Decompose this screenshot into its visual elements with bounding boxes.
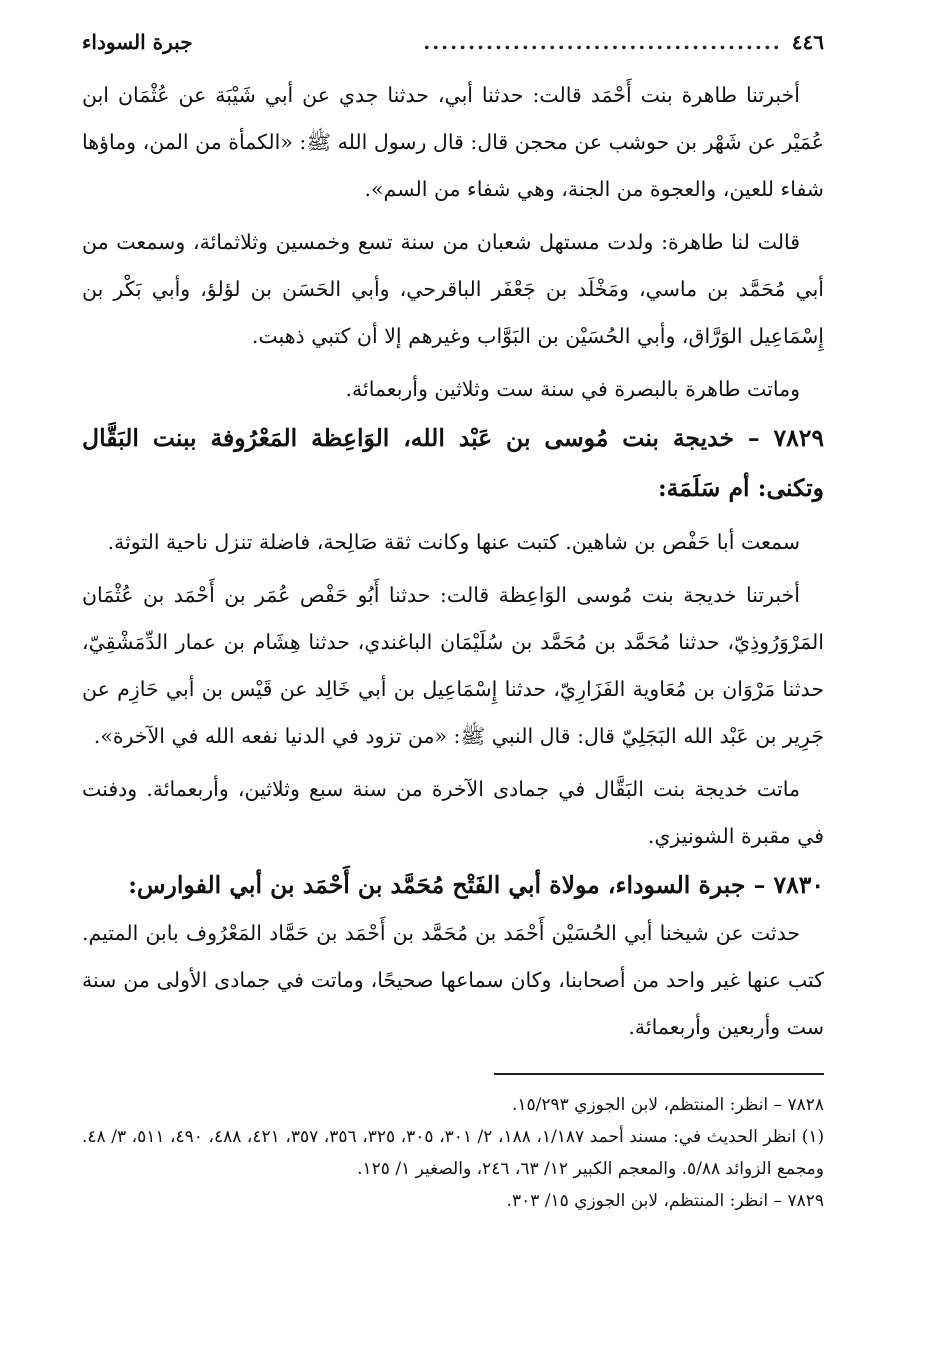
paragraph-khadija-bio: سمعت أبا حَفْص بن شاهين. كتبت عنها وكانت ثقة صَالِحة، فاضلة تنزل ناحية التوثة. bbox=[107, 530, 800, 554]
footnote-7828: ٧٨٢٨ – انظر: المنتظم، لابن الجوزي ١٥/٢٩٣. bbox=[511, 1095, 824, 1115]
header-leader-dots: ........................................ bbox=[423, 30, 782, 54]
page-number: ٤٤٦ bbox=[791, 30, 824, 54]
footnote-rule bbox=[494, 1073, 824, 1075]
header-title: جبرة السوداء bbox=[82, 30, 193, 54]
paragraph-khadija-hadith: أخبرتنا خديجة بنت مُوسى الوَاعِظة قالت: حدثنا أَبُو حَفْص عُمَر بن أَحْمَد بن عُثْمَان المَرْوَرُوذِيّ، حدثنا مُحَمَّد بن مُحَمَّد بن سُلَيْمَان الباغندي، حدثنا هِشَام بن عمار الدِّمَشْقِيّ، حدثنا مَرْوَان بن مُعَاوية الفَزَارِيّ، حدثنا إِسْمَاعِيل بن أبي خَالِد عن قَيْس بن أبي حَازِم عن جَرِير بن عَبْد الله البَجَلِيّ قال: قال النبي ﷺ: «من تزود في الدنيا نفعه الله في الآخرة». bbox=[82, 583, 824, 748]
footnote-7829: ٧٨٢٩ – انظر: المنتظم، لابن الجوزي ١٥/ ٣٠٣. bbox=[506, 1191, 824, 1211]
footnote-1: (١) انظر الحديث في: مسند أحمد ١/١٨٧، ١٨٨، ٢/ ٣٠١، ٣٠٥، ٣٢٥، ٣٥٦، ٣٥٧، ٤٢١، ٤٨٨، ٤٩٠، ٥١١، ٣/ ٤٨. ومجمع الزوائد ٥/٨٨. والمعجم الكبير ١٢/ ٦٣، ٢٤٦، والصغير ١/ ١٢٥. bbox=[82, 1127, 825, 1179]
paragraph-khadija-death: ماتت خديجة بنت البَقَّال في جمادى الآخرة من سنة سبع وثلاثين، وأربعمائة. ودفنت في مقبرة الشونيزي. bbox=[82, 777, 824, 848]
paragraph-tahira-birth: قالت لنا طاهرة: ولدت مستهل شعبان من سنة تسع وخمسين وثلاثمائة، وسمعت من أبي مُحَمَّد بن ماسي، ومَخْلَد بن جَعْفَر الباقرحي، وأبي الحَسَن بن لؤلؤ، وأبي بَكْر بن إِسْمَاعِيل الوَرَّاق، وأبي الحُسَيْن بن البَوَّاب وغيرهم إلا أن كتبي ذهبت. bbox=[82, 230, 824, 348]
paragraph-jabra-bio: حدثت عن شيخنا أبي الحُسَيْن أَحْمَد بن مُحَمَّد بن أَحْمَد بن حَمَّاد المَعْرُوف بابن المتيم. كتب عنها غير واحد من أصحابنا، وكان سماعها صحيحًا، وماتت في جمادى الأولى من سنة ست وأربعين وأربعمائة. bbox=[82, 921, 824, 1039]
entry-heading-7830: ٧٨٣٠ – جبرة السوداء، مولاة أبي الفَتْح مُحَمَّد بن أَحْمَد بن أبي الفوارس: bbox=[128, 871, 824, 899]
book-page bbox=[82, 28, 824, 1217]
paragraph-tahira-death: وماتت طاهرة بالبصرة في سنة ست وثلاثين وأربعمائة. bbox=[345, 377, 800, 401]
entry-heading-7829: ٧٨٢٩ – خديجة بنت مُوسى بن عَبْد الله، الوَاعِظة المَعْرُوفة ببنت البَقَّال وتكنى: أم سَلَمَة: bbox=[82, 424, 824, 502]
running-header bbox=[82, 28, 824, 56]
footnote-separator bbox=[82, 1051, 824, 1089]
paragraph-hadith-tahira: أخبرتنا طاهرة بنت أَحْمَد قالت: حدثنا أبي، حدثنا جدي عن أبي شَيْبَة عن عُثْمَان ابن عُمَيْر عن شَهْر بن حوشب عن محجن قال: قال رسول الله ﷺ: «الكمأة من المن، وماؤها شفاء للعين، والعجوة من الجنة، وهي شفاء من السم». bbox=[82, 83, 824, 201]
